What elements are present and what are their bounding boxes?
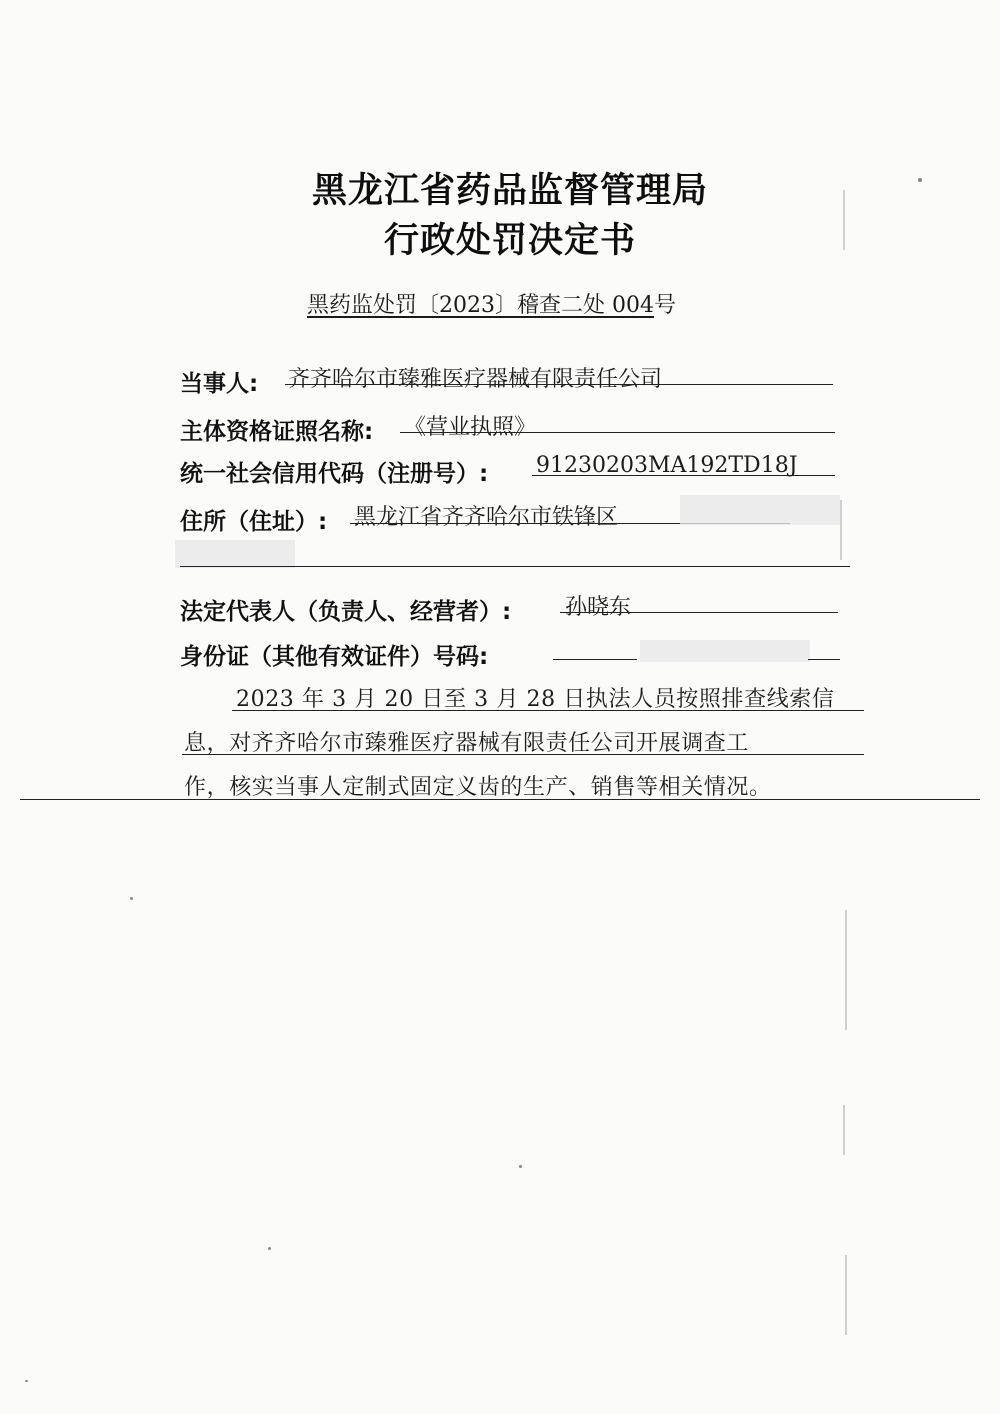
id-number-redaction	[640, 640, 810, 662]
id-number-underline-b	[808, 659, 840, 660]
credit-code-label: 统一社会信用代码（注册号）:	[180, 461, 489, 487]
address-value: 黑龙江省齐齐哈尔市铁锋区	[354, 505, 619, 530]
scan-speck	[25, 1380, 28, 1382]
scan-speck	[519, 1165, 522, 1168]
document-number-suffix: 号	[654, 293, 677, 318]
document-title-line-2: 行政处罚决定书	[383, 221, 636, 261]
id-number-underline-a	[553, 659, 637, 660]
license-value: 《营业执照》	[404, 415, 537, 440]
body-line-2-underline	[182, 754, 864, 755]
party-underline	[285, 384, 833, 385]
address-redaction-line2	[175, 540, 295, 568]
scan-artifact	[843, 190, 845, 250]
address-label: 住所（住址）:	[180, 509, 328, 535]
representative-underline	[560, 612, 838, 613]
document-title-line-1: 黑龙江省药品监督管理局	[311, 171, 708, 211]
credit-code-value: 91230203MA192TD18J	[536, 453, 798, 478]
body-line-1: 2023 年 3 月 20 日至 3 月 28 日执法人员按照排查线索信	[236, 687, 835, 712]
license-label: 主体资格证照名称:	[180, 419, 374, 445]
scan-speck	[130, 897, 133, 900]
representative-value: 孙晓东	[565, 595, 632, 620]
document-number-body: 药监处罚〔2023〕稽查二处 004	[329, 293, 654, 318]
scan-artifact	[845, 910, 847, 1030]
document-number	[307, 288, 676, 319]
body-end-rule	[20, 799, 980, 800]
document-number-prefix: 黑	[307, 293, 330, 318]
license-underline	[400, 432, 835, 433]
scan-artifact	[843, 1105, 845, 1155]
scan-speck	[918, 178, 922, 182]
body-line-2: 息，对齐齐哈尔市臻雅医疗器械有限责任公司开展调查工	[184, 731, 750, 756]
body-line-3: 作，核实当事人定制式固定义齿的生产、销售等相关情况。	[184, 775, 772, 800]
id-number-label: 身份证（其他有效证件）号码:	[180, 644, 489, 670]
address-underline-line2	[180, 566, 850, 567]
party-value: 齐齐哈尔市臻雅医疗器械有限责任公司	[288, 367, 663, 392]
credit-code-underline	[532, 475, 835, 476]
body-line-1-underline	[232, 710, 864, 711]
scan-artifact	[840, 500, 842, 560]
representative-label: 法定代表人（负责人、经营者）:	[180, 599, 512, 625]
party-label: 当事人:	[180, 371, 259, 397]
address-redaction	[680, 495, 840, 525]
scan-speck	[268, 1247, 271, 1250]
scan-artifact	[845, 1255, 847, 1335]
